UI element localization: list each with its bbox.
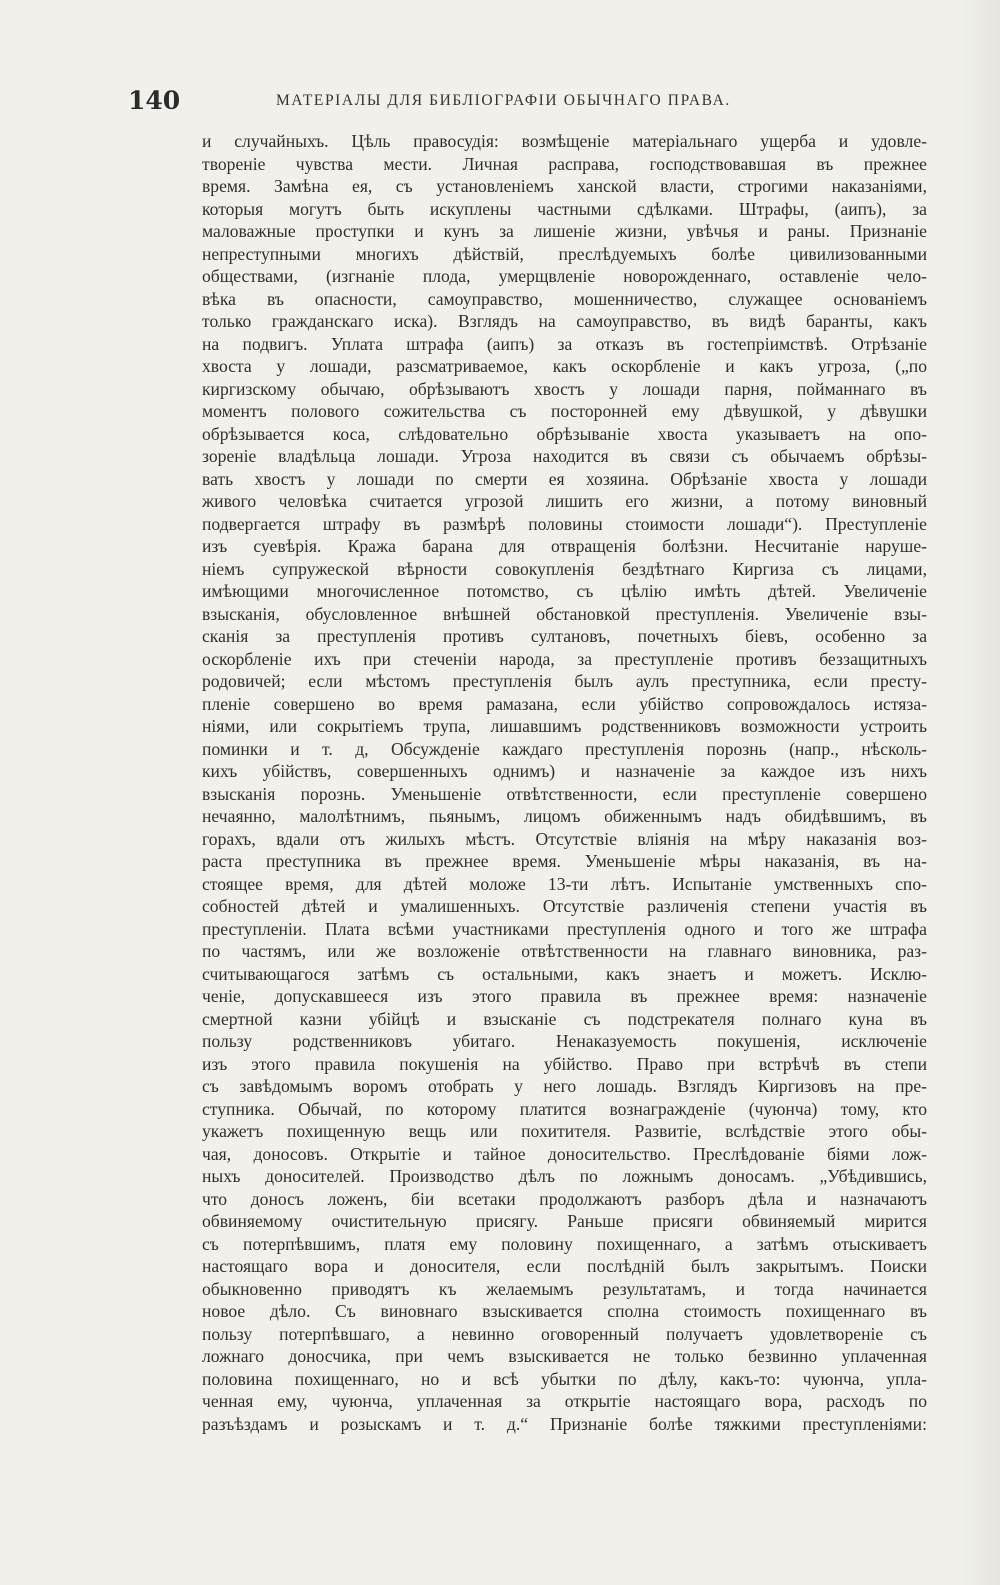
text-line: взысканія порознь. Уменьшеніе отвѣтственности, если преступленіе совершено xyxy=(202,783,927,804)
text-line: сканія за преступленія противъ султановъ, почетныхъ біевъ, особенно за xyxy=(202,626,927,646)
text-line: киргизскому обычаю, обрѣзываютъ хвостъ у лошади парня, пойманнаго въ xyxy=(202,378,927,399)
text-line: обществами, (изгнаніе плода, умерщвленіе новорожденнаго, оставленіе чело- xyxy=(202,266,927,286)
body-text xyxy=(202,130,927,1435)
text-line: съ завѣдомымъ воромъ отобрать у него лошадь. Взглядъ Киргизовъ на пре- xyxy=(202,1076,927,1096)
text-line: новое дѣло. Съ виновнаго взыскивается сполна стоимость похищеннаго въ xyxy=(202,1301,927,1321)
text-line: пользу родственниковъ убитаго. Ненаказуемость покушенія, исключеніе xyxy=(202,1031,927,1051)
text-line: хвоста у лошади, разсматриваемое, какъ оскорбленіе и какъ угроза, („по xyxy=(202,356,927,376)
text-line: имѣющими многочисленное потомство, съ цѣлію имѣть дѣтей. Увеличеніе xyxy=(202,581,927,601)
text-line: нечаянно, малолѣтнимъ, пьянымъ, лицомъ обиженнымъ надъ обидѣвшимъ, въ xyxy=(202,806,927,826)
text-line: половина похищеннаго, но и всѣ убытки по дѣлу, какъ-то: чуюнча, упла- xyxy=(202,1368,927,1389)
text-line: только гражданскаго иска). Взглядъ на самоуправство, въ видѣ баранты, какъ xyxy=(202,311,927,331)
text-line: родовичей; если мѣстомъ преступленія былъ аулъ преступника, если престу- xyxy=(202,671,927,691)
text-line: взысканія, обусловленное внѣшней обстановкой преступленія. Увеличеніе взы- xyxy=(202,603,927,624)
text-line: изъ суевѣрія. Кража барана для отвращенія болѣзни. Несчитаніе наруше- xyxy=(202,536,927,556)
text-line: чая, доносовъ. Открытіе и тайное доносительство. Преслѣдованіе біями лож- xyxy=(202,1143,927,1164)
text-line: подвергается штрафу въ размѣрѣ половины стоимости лошади“). Преступленіе xyxy=(202,513,927,534)
text-line: вать хвостъ у лошади по смерти ея хозяина. Обрѣзаніе хвоста у лошади xyxy=(202,468,927,489)
text-line: пользу потерпѣвшаго, а невинно оговоренный получаетъ удовлетвореніе съ xyxy=(202,1323,927,1344)
text-line: что доносъ ложенъ, біи всетаки продолжаютъ разборъ дѣла и назначаютъ xyxy=(202,1188,927,1209)
text-line: поминки и т. д, Обсужденіе каждаго преступленія порознь (напр., нѣсколь- xyxy=(202,738,927,759)
page-header xyxy=(128,86,958,122)
text-line: ступника. Обычай, по которому платится вознагражденіе (чуюнча) тому, кто xyxy=(202,1098,927,1119)
text-line: собностей дѣтей и умалишенныхъ. Отсутствіе различенія степени участія въ xyxy=(202,896,927,916)
text-line: время. Замѣна ея, съ установленіемъ ханской власти, строгими наказаніями, xyxy=(202,176,927,196)
text-line: преступленіи. Плата всѣми участниками преступленія одного и того же штрафа xyxy=(202,918,927,939)
text-line: по частямъ, или же возложеніе отвѣтственности на главнаго виновника, раз- xyxy=(202,941,927,961)
text-line: и случайныхъ. Цѣль правосудія: возмѣщеніе матеріальнаго ущерба и удовле- xyxy=(202,131,927,151)
text-line: пленіе совершено во время рамазана, если убійство сопровождалось истяза- xyxy=(202,693,927,714)
text-line: считывающагося затѣмъ съ остальными, какъ знаетъ и можетъ. Исклю- xyxy=(202,963,927,984)
text-line: моментъ полового сожительства съ посторонней ему дѣвушкой, у дѣвушки xyxy=(202,401,927,421)
text-line: смертной казни убійцѣ и взысканіе съ подстрекателя полнаго куна въ xyxy=(202,1008,927,1029)
text-line: твореніе чувства мести. Личная расправа, господствовавшая въ прежнее xyxy=(202,153,927,174)
text-line: раста преступника въ прежнее время. Уменьшеніе мѣры наказанія, въ на- xyxy=(202,851,927,871)
text-line: обрѣзывается коса, слѣдовательно обрѣзываніе хвоста указываетъ на опо- xyxy=(202,423,927,444)
text-line: непреступными многихъ дѣйствій, преслѣдуемыхъ болѣе цивилизованными xyxy=(202,243,927,264)
text-line: разъѣздамъ и розыскамъ и т. д.“ Признаніе болѣе тяжкими преступленіями: xyxy=(202,1413,927,1434)
page-number: 140 xyxy=(128,86,181,115)
text-line: ныхъ доносителей. Производство дѣлъ по ложнымъ доносамъ. „Убѣдившись, xyxy=(202,1166,927,1186)
text-line: горахъ, вдали отъ жилыхъ мѣстъ. Отсутствіе вліянія на мѣру наказанія воз- xyxy=(202,828,927,849)
text-line: на подвигъ. Уплата штрафа (аипъ) за отказъ въ гостепріимствѣ. Отрѣзаніе xyxy=(202,333,927,354)
text-line: вѣка въ опасности, самоуправство, мошенничество, служащее основаніемъ xyxy=(202,288,927,309)
text-line: ніемъ супружеской вѣрности совокупленія бездѣтнаго Киргиза съ лицами, xyxy=(202,558,927,579)
text-line: кихъ убійствъ, совершенныхъ однимъ) и назначеніе за каждое изъ нихъ xyxy=(202,761,927,781)
running-title: МАТЕРІАЛЫ ДЛЯ БИБЛІОГРАФІИ ОБЫЧНАГО ПРАВА. xyxy=(276,92,731,109)
text-line: обыкновенно приводятъ къ желаемымъ результатамъ, и тогда начинается xyxy=(202,1278,927,1299)
text-line: ченіе, допускавшееся изъ этого правила въ прежнее время: назначеніе xyxy=(202,986,927,1006)
text-line: оскорбленіе ихъ при стеченіи народа, за преступленіе противъ беззащитныхъ xyxy=(202,648,927,669)
text-line: обвиняемому очистительную присягу. Раньше присяги обвиняемый мирится xyxy=(202,1211,927,1231)
text-line: изъ этого правила покушенія на убійство. Право при встрѣчѣ въ степи xyxy=(202,1053,927,1074)
text-line: ченная ему, чуюнча, уплаченная за открытіе настоящаго вора, расходъ по xyxy=(202,1391,927,1411)
text-line: маловажные проступки и кунъ за лишеніе жизни, увѣчья и раны. Признаніе xyxy=(202,221,927,241)
page-edge-shadow xyxy=(960,0,1000,1585)
text-line: ніями, или сокрытіемъ трупа, лишавшимъ родственниковъ возможности устроить xyxy=(202,716,927,736)
text-line: зореніе владѣльца лошади. Угроза находится въ связи съ обычаемъ обрѣзы- xyxy=(202,446,927,466)
text-line: которыя могутъ быть искуплены частными сдѣлками. Штрафы, (аипъ), за xyxy=(202,198,927,219)
text-line: съ потерпѣвшимъ, платя ему половину похищеннаго, а затѣмъ отыскиваетъ xyxy=(202,1233,927,1254)
text-line: ложнаго доносчика, при чемъ взыскивается не только безвинно уплаченная xyxy=(202,1346,927,1366)
text-line: живого человѣка считается угрозой лишить его жизни, а потому виновный xyxy=(202,491,927,511)
text-line: стоящее время, для дѣтей моложе 13-ти лѣтъ. Испытаніе умственныхъ спо- xyxy=(202,873,927,894)
text-line: настоящаго вора и доносителя, если послѣдній былъ закрытымъ. Поиски xyxy=(202,1256,927,1276)
text-line: укажетъ похищенную вещь или похитителя. Развитіе, вслѣдствіе этого обы- xyxy=(202,1121,927,1141)
